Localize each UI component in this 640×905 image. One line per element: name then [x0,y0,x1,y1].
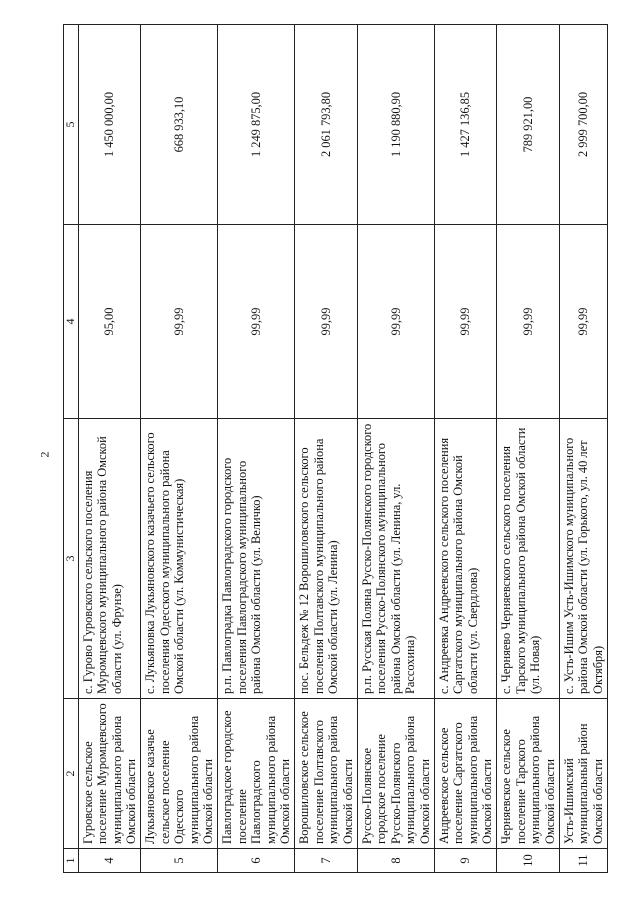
object-address: пос. Бельдеж № 12 Ворошиловского сельского поселения Полтавского муниципального района Омской области (ул. Ленина) [295,419,358,699]
row-number: 4 [78,849,141,873]
object-address: с. Андреевка Андреевского сельского поселения Саргатского муниципального района Омской области (ул. Свердлова) [434,419,497,699]
cofinancing-percent: 99,99 [497,225,560,419]
table-row [218,25,295,873]
cofinancing-percent: 99,99 [141,225,218,419]
object-address: с. Лукьяновка Лукьяновского казачьего сельского поселения Одесского муниципального района Омской области (ул. Коммунистическая) [141,419,218,699]
table-row [434,25,497,873]
column-header-2: 2 [64,699,79,849]
subsidy-amount: 668 933,10 [141,25,218,225]
settlement-name: Лукьяновское казачье сельское поселение Одесского муниципального района Омской области [141,699,218,849]
subsidy-amount: 2 999 700,00 [560,25,608,225]
cofinancing-percent: 99,99 [218,225,295,419]
column-header-5: 5 [64,25,79,225]
table-row [497,25,560,873]
cofinancing-percent: 99,99 [295,225,358,419]
table-row [78,25,141,873]
row-number: 5 [141,849,218,873]
cofinancing-percent: 95,00 [78,225,141,419]
subsidy-amount: 2 061 793,80 [295,25,358,225]
object-address: р.п. Русская Поляна Русско-Полянского городского поселения Русско-Полянского муниципального района Омской области (ул. Ленина, ул. Рассохина) [357,419,434,699]
subsidy-amount: 1 450 000,00 [78,25,141,225]
settlement-name: Русско-Полянское городское поселение Русско-Полянского муниципального района Омской области [357,699,434,849]
row-number: 11 [560,849,608,873]
row-number: 6 [218,849,295,873]
row-number: 9 [434,849,497,873]
cofinancing-percent: 99,99 [560,225,608,419]
row-number: 10 [497,849,560,873]
table-row [295,25,358,873]
column-header-3: 3 [64,419,79,699]
object-address: р.п. Павлоградка Павлоградского городского поселения Павлоградского муниципального района Омской области (ул. Величко) [218,419,295,699]
subsidy-table [63,24,608,873]
column-number-row [64,25,79,873]
settlement-name: Павлоградское городское поселение Павлоградского муниципального района Омской области [218,699,295,849]
rotated-table-wrapper [63,25,605,873]
settlement-name: Ворошиловское сельское поселение Полтавского муниципального района Омской области [295,699,358,849]
subsidy-amount: 1 190 880,90 [357,25,434,225]
subsidy-amount: 1 249 875,00 [218,25,295,225]
subsidy-amount: 789 921,00 [497,25,560,225]
settlement-name: Андреевское сельское поселение Саргатского муниципального района Омской области [434,699,497,849]
settlement-name: Черняевское сельское поселение Тарского муниципального района Омской области [497,699,560,849]
row-number: 7 [295,849,358,873]
table-row [560,25,608,873]
settlement-name: Усть-Ишимский муниципальный район Омской области [560,699,608,849]
object-address: с. Гурово Гуровского сельского поселения Муромцевского муниципального района Омской области (ул. Фрунзе) [78,419,141,699]
column-header-1: 1 [64,849,79,873]
table-row [357,25,434,873]
page-number: 2 [37,451,52,458]
cofinancing-percent: 99,99 [357,225,434,419]
column-header-4: 4 [64,225,79,419]
object-address: с. Черняево Черняевского сельского поселения Тарского муниципального района Омской области (ул. Новая) [497,419,560,699]
table-row [141,25,218,873]
object-address: с. Усть-Ишим Усть-Ишимского муниципального района Омской области (ул. Горького, ул. 40 лет Октября) [560,419,608,699]
settlement-name: Гуровское сельское поселение Муромцевского муниципального района Омской области [78,699,141,849]
row-number: 8 [357,849,434,873]
subsidy-amount: 1 427 136,85 [434,25,497,225]
cofinancing-percent: 99,99 [434,225,497,419]
